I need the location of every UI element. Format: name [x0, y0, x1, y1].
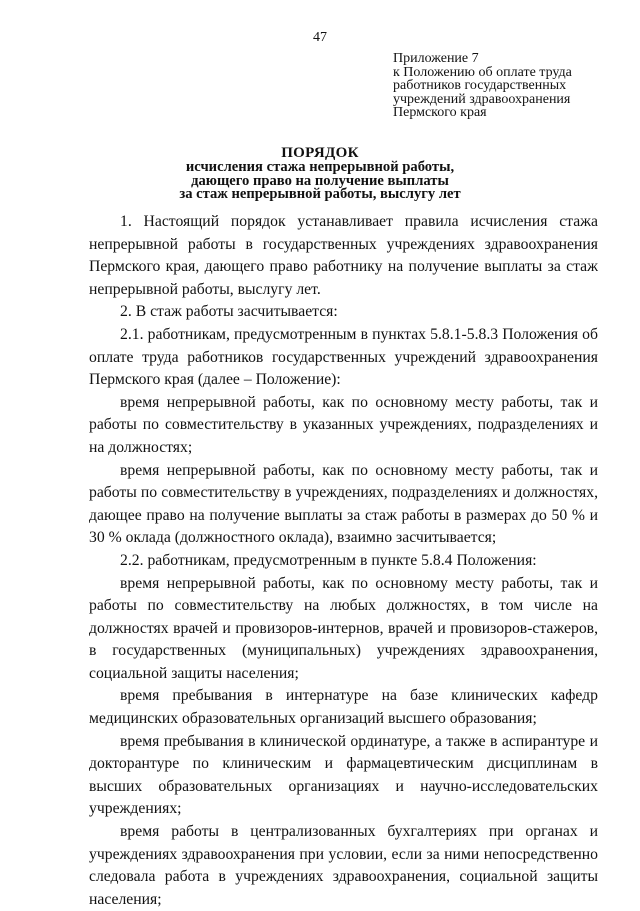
title-subtitle-line: дающего право на получение выплаты: [191, 172, 449, 189]
appendix-line: Пермского края: [393, 105, 487, 121]
appendix-line: Приложение 7: [393, 51, 479, 66]
title-subtitle-line: за стаж непрерывной работы, выслугу лет: [179, 186, 461, 202]
title-subtitle-line: исчисления стажа непрерывной работы,: [185, 159, 455, 175]
appendix-line: учреждений здравоохранения: [393, 91, 571, 107]
paragraph: 2.1. работникам, предусмотренным в пунктах 5.8.1-5.8.3 Положения об оплате труда работников государственных учреждений здравоохранения Пермского края (далее – Положение):: [89, 325, 598, 389]
paragraph: время непрерывной работы, как по основному месту работы, так и работы по совместительству в указанных учреждениях, подразделениях и на должностях;: [89, 393, 598, 456]
paragraph: время непрерывной работы, как по основному месту работы, так и работы по совместительству в учреждениях, подразделениях и должностях, дающее право на получение выплаты за стаж работы в размерах до 50 % и 30 % оклада (должностного оклада), взаимно засчитывается;: [89, 461, 598, 547]
appendix-line: работников государственных: [393, 78, 567, 94]
paragraph: 2. В стаж работы засчитывается:: [120, 303, 338, 321]
paragraph: время пребывания в интернатуре на базе клинических кафедр медицинских образовательных организаций высшего образования;: [89, 687, 598, 728]
appendix-line: к Положению об оплате труда: [393, 64, 572, 80]
document-body: [89, 211, 598, 911]
appendix-note: [393, 52, 572, 120]
paragraph: время работы в централизованных бухгалтериях при органах и учреждениях здравоохранения при условии, если за ними непосредственно следовала работа в учреждениях здравоохранения, социальной защиты населения;: [89, 823, 598, 908]
paragraph: время пребывания в клинической ординатуре, а также в аспирантуре и докторантуре по клиническим и фармацевтическим дисциплинам в высших образовательных организациях и научно-исследовательских учреждениях;: [89, 732, 598, 818]
paragraph: 2.2. работникам, предусмотренным в пункте 5.8.4 Положения:: [120, 551, 537, 569]
paragraph: время непрерывной работы, как по основному месту работы, так и работы по совместительству на любых должностях, в том числе на должностях врачей и провизоров-интернов, врачей и провизоров-стажеров, в государственных (муниципальных) учреждениях здравоохранения, социальной защиты населения;: [89, 574, 598, 682]
title-main: ПОРЯДОК: [281, 145, 359, 161]
paragraph: 1. Настоящий порядок устанавливает правила исчисления стажа непрерывной работы в государственных учреждениях здравоохранения Пермского края, дающего право работнику на получение выплаты за стаж непрерывной работы, выслугу лет.: [89, 213, 598, 298]
page-number: 47: [313, 30, 327, 45]
document-title: [0, 145, 640, 202]
